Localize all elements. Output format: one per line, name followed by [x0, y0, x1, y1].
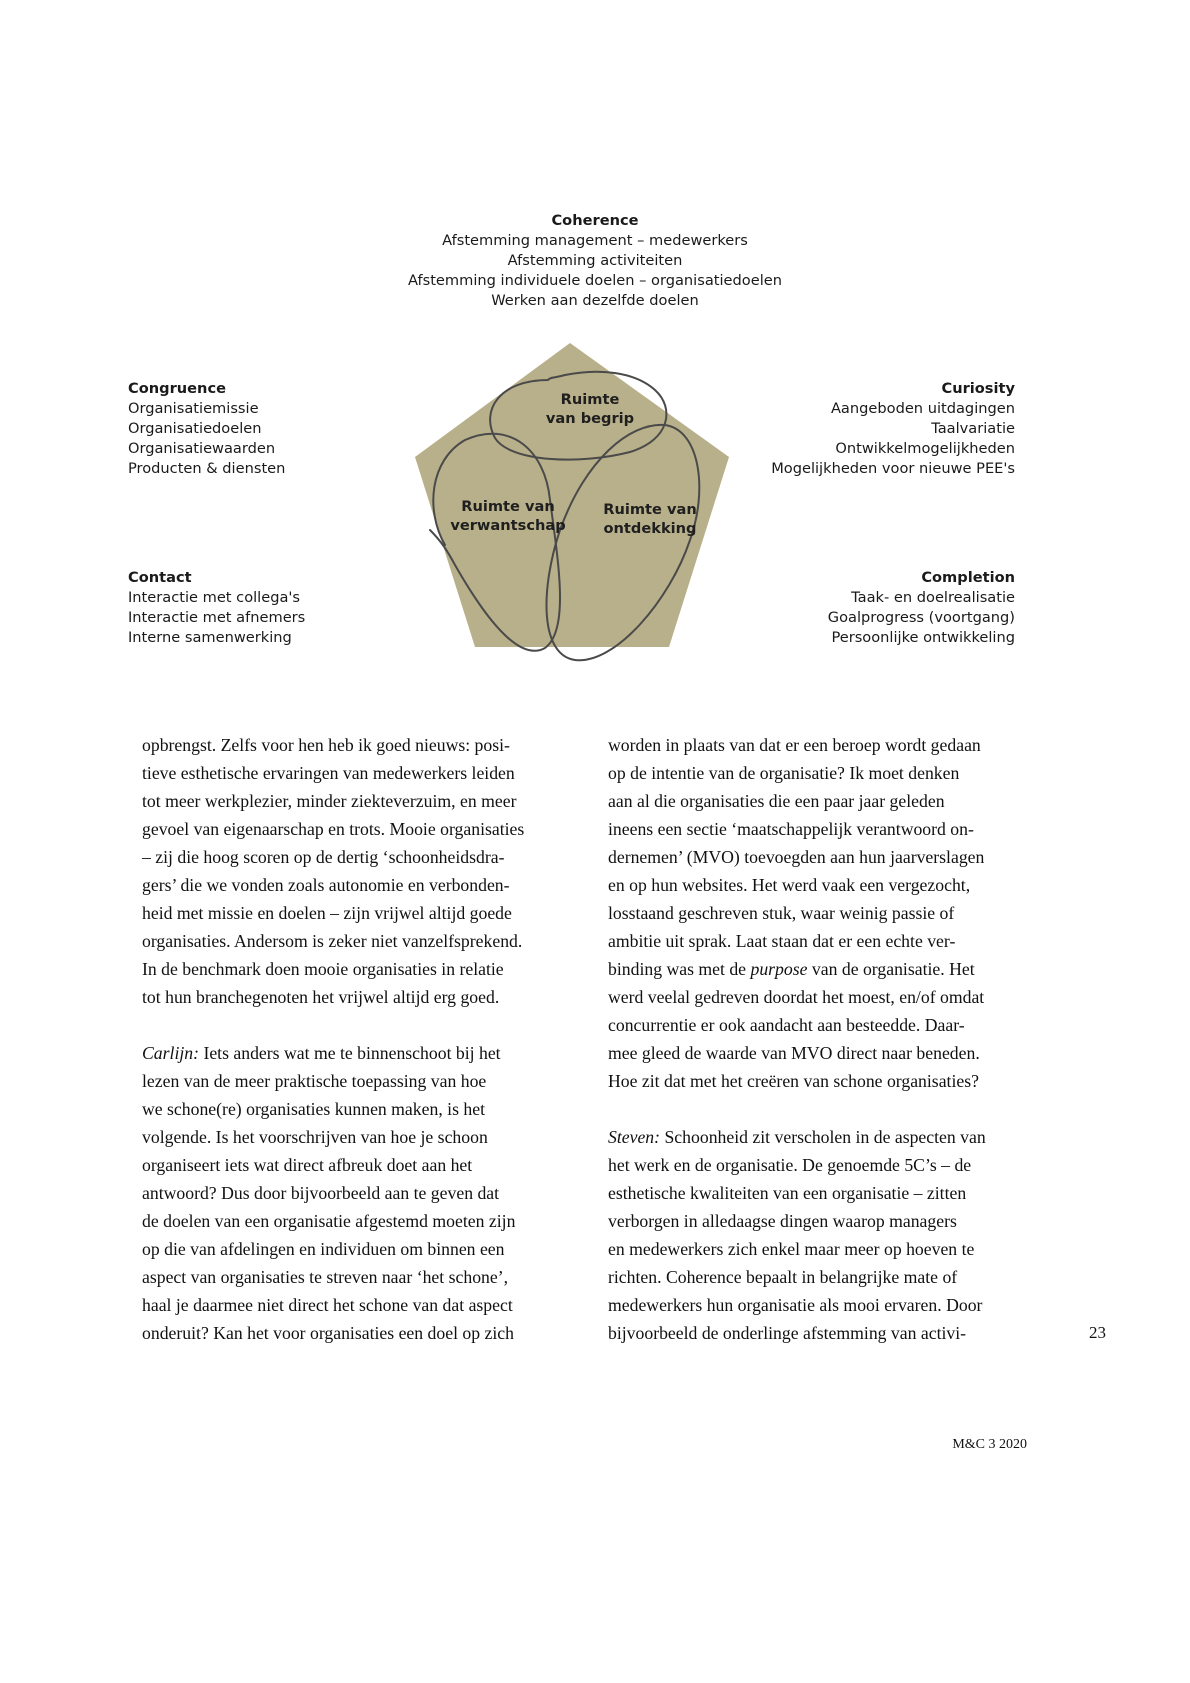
body-line: mee gleed de waarde van MVO direct naar beneden.	[608, 1043, 980, 1063]
body-line: Hoe zit dat met het creëren van schone organisaties?	[608, 1071, 979, 1091]
congruence-item: Producten & diensten	[128, 460, 286, 477]
curiosity-title: Curiosity	[941, 380, 1015, 397]
curiosity-item: Ontwikkelmogelijkheden	[835, 440, 1015, 457]
contact-item: Interactie met afnemers	[128, 609, 306, 626]
body-line: we schone(re) organisaties kunnen maken, is het	[142, 1099, 485, 1119]
body-line: gers’ die we vonden zoals autonomie en verbonden-	[142, 875, 510, 895]
speaker-steven: Steven:	[608, 1127, 661, 1147]
zone-ontdekking: Ruimte van ontdekking	[603, 501, 697, 537]
completion-item: Goalprogress (voortgang)	[827, 609, 1015, 626]
left-column	[142, 731, 572, 1347]
body-line: en op hun websites. Het werd vaak een vergezocht,	[608, 875, 971, 895]
body-line: concurrentie er ook aandacht aan besteedde. Daar-	[608, 1015, 965, 1035]
body-line: ambitie uit sprak. Laat staan dat er een echte ver-	[608, 931, 956, 951]
body-line: volgende. Is het voorschrijven van hoe je schoon	[142, 1127, 488, 1147]
completion-item: Persoonlijke ontwikkeling	[831, 629, 1015, 646]
coherence-item: Werken aan dezelfde doelen	[491, 292, 699, 309]
body-line: binding was met de purpose van de organisatie. Het	[608, 959, 975, 979]
pentagon-shape	[415, 343, 729, 647]
body-line: op de intentie van de organisatie? Ik moet denken	[608, 763, 960, 783]
body-line: tot hun branchegenoten het vrijwel altijd erg goed.	[142, 987, 500, 1007]
body-line: medewerkers hun organisatie als mooi ervaren. Door	[608, 1295, 983, 1315]
body-line: Carlijn: Iets anders wat me te binnenschoot bij het	[142, 1043, 501, 1063]
completion-title: Completion	[921, 569, 1015, 586]
congruence-item: Organisatiedoelen	[128, 420, 262, 437]
congruence-item: Organisatiemissie	[128, 400, 259, 417]
speaker-carlijn: Carlijn:	[142, 1043, 200, 1063]
body-line: het werk en de organisatie. De genoemde 5C’s – de	[608, 1155, 972, 1175]
congruence-title: Congruence	[128, 380, 226, 397]
body-line: tot meer werkplezier, minder ziekteverzuim, en meer	[142, 791, 517, 811]
contact-block	[128, 568, 388, 648]
body-line: en medewerkers zich enkel maar meer op hoeven te	[608, 1239, 975, 1259]
contact-item: Interactie met collega's	[128, 589, 301, 606]
body-line: haal je daarmee niet direct het schone van dat aspect	[142, 1295, 513, 1315]
congruence-block	[128, 379, 388, 479]
contact-item: Interne samenwerking	[128, 629, 292, 646]
body-line: opbrengst. Zelfs voor hen heb ik goed nieuws: posi-	[142, 735, 510, 755]
curiosity-item: Taalvariatie	[931, 420, 1015, 437]
zone-begrip: Ruimte van begrip	[545, 391, 635, 427]
coherence-item: Afstemming activiteiten	[507, 252, 683, 269]
body-line: verborgen in alledaagse dingen waarop managers	[608, 1211, 957, 1231]
page-number: 23	[1089, 1323, 1106, 1342]
body-line: bijvoorbeeld de onderlinge afstemming van activi-	[608, 1323, 967, 1343]
body-line: ineens een sectie ‘maatschappelijk verantwoord on-	[608, 819, 974, 839]
completion-item: Taak- en doelrealisatie	[851, 589, 1015, 606]
body-line: dernemen’ (MVO) toevoegden aan hun jaarverslagen	[608, 847, 985, 867]
body-line: lezen van de meer praktische toepassing van hoe	[142, 1071, 487, 1091]
right-column	[608, 731, 1038, 1347]
contact-title: Contact	[128, 569, 192, 586]
zone-verwantschap: Ruimte van verwantschap	[450, 498, 566, 534]
body-line: aan al die organisaties die een paar jaar geleden	[608, 791, 945, 811]
body-line: gevoel van eigenaarschap en trots. Mooie organisaties	[142, 819, 525, 839]
body-line: Steven: Schoonheid zit verscholen in de aspecten van	[608, 1127, 986, 1147]
paragraph-gap	[608, 1095, 1038, 1123]
body-line: op die van afdelingen en individuen om binnen een	[142, 1239, 505, 1259]
coherence-block	[395, 211, 795, 311]
body-line: worden in plaats van dat er een beroep wordt gedaan	[608, 735, 981, 755]
coherence-title: Coherence	[551, 212, 639, 229]
body-line: organisaties. Andersom is zeker niet vanzelfsprekend.	[142, 931, 523, 951]
paragraph-gap	[142, 1011, 572, 1039]
coherence-item: Afstemming individuele doelen – organisatiedoelen	[408, 272, 782, 289]
curiosity-item: Aangeboden uitdagingen	[830, 400, 1015, 417]
congruence-item: Organisatiewaarden	[128, 440, 276, 457]
body-line: de doelen van een organisatie afgestemd moeten zijn	[142, 1211, 516, 1231]
body-line: heid met missie en doelen – zijn vrijwel altijd goede	[142, 903, 512, 923]
body-line: antwoord? Dus door bijvoorbeeld aan te geven dat	[142, 1183, 500, 1203]
body-line: losstaand geschreven stuk, waar weinig passie of	[608, 903, 955, 923]
body-line: werd veelal gedreven doordat het moest, en/of omdat	[608, 987, 985, 1007]
body-line: richten. Coherence bepaalt in belangrijke mate of	[608, 1267, 958, 1287]
body-line: In de benchmark doen mooie organisaties in relatie	[142, 959, 504, 979]
body-line: organiseert iets wat direct afbreuk doet aan het	[142, 1155, 473, 1175]
body-line: aspect van organisaties te streven naar ‘het schone’,	[142, 1267, 509, 1287]
curiosity-item: Mogelijkheden voor nieuwe PEE's	[771, 460, 1015, 477]
coherence-item: Afstemming management – medewerkers	[442, 232, 748, 249]
body-line: esthetische kwaliteiten van een organisatie – zitten	[608, 1183, 967, 1203]
journal-footer: M&C 3 2020	[952, 1437, 1027, 1452]
body-line: tieve esthetische ervaringen van medewerkers leiden	[142, 763, 515, 783]
body-line: – zij die hoog scoren op de dertig ‘schoonheidsdra-	[142, 847, 505, 867]
body-line: onderuit? Kan het voor organisaties een doel op zich	[142, 1323, 514, 1343]
